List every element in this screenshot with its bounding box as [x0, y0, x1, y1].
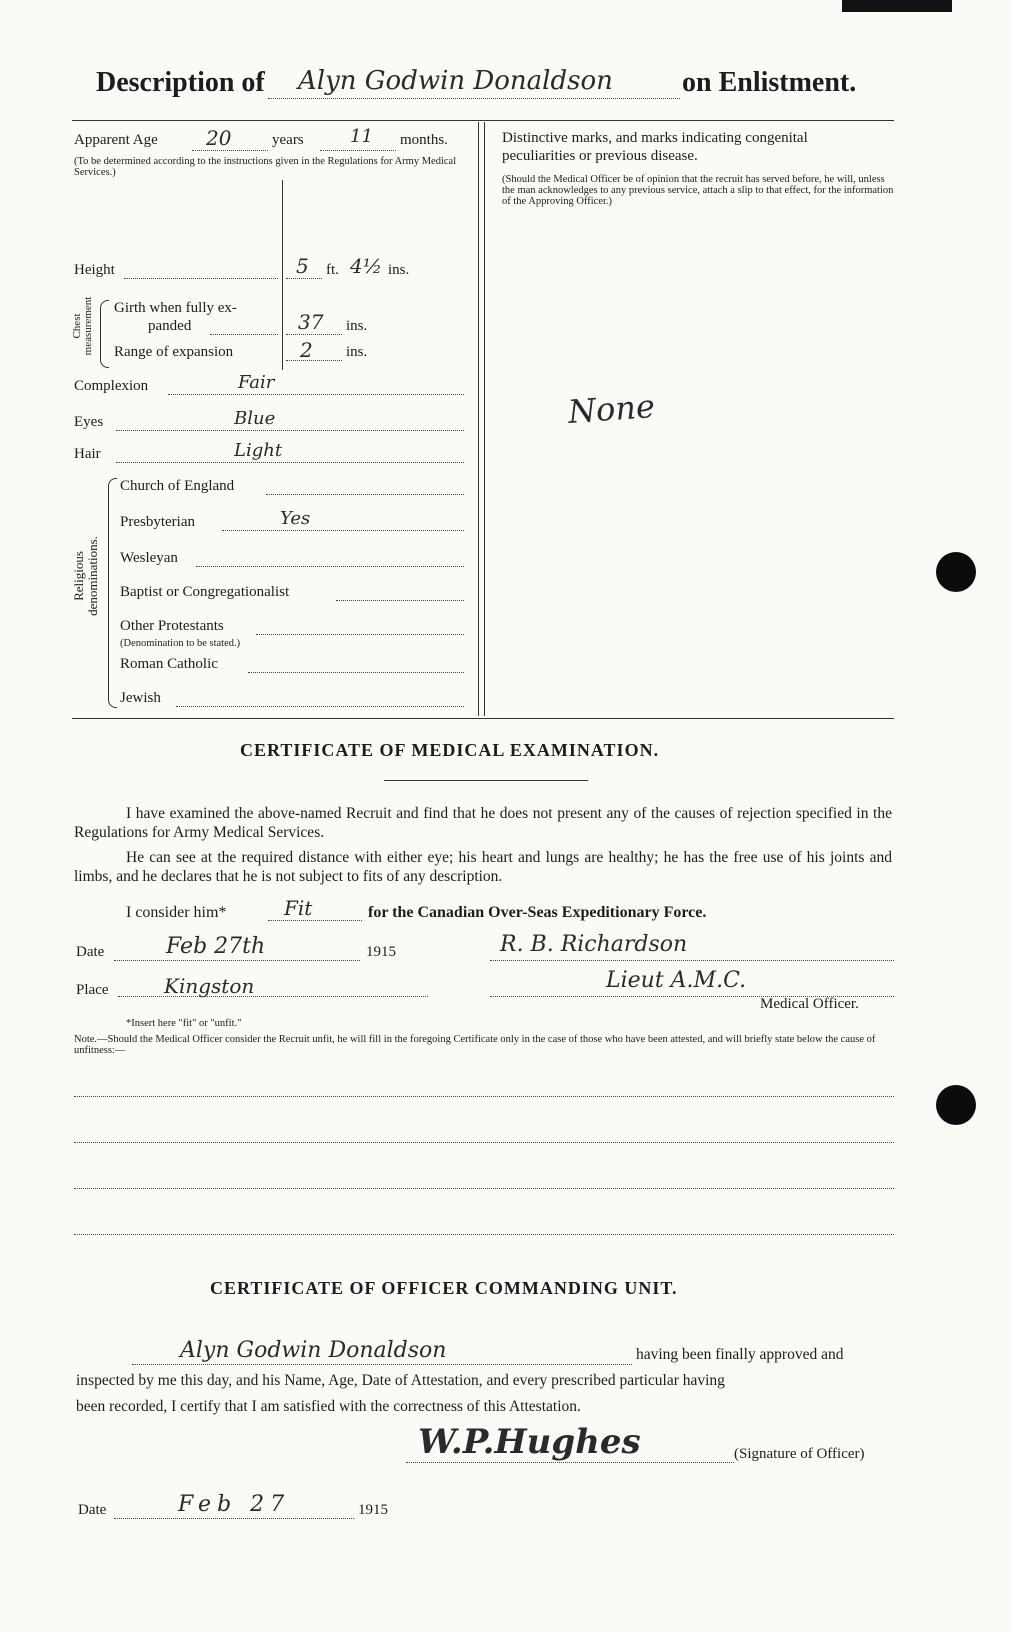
complexion-label: Complexion — [74, 378, 149, 394]
age-note: (To be determined according to the instructions given in the Regulations for Army Medical Services.) — [74, 156, 457, 178]
religion-jewish: Jewish — [120, 690, 161, 706]
place-label: Place — [76, 982, 109, 998]
column-divider-right — [484, 122, 485, 716]
ft-label: ft. — [326, 262, 339, 278]
punch-hole-upper — [936, 552, 976, 592]
eyes-value: Blue — [234, 408, 276, 429]
commanding-line2: inspected by me this day, and his Name, Age, Date of Attestation, and every prescribed particular having — [76, 1372, 725, 1389]
signature-of-officer-label: (Signature of Officer) — [734, 1446, 865, 1462]
chest-measurement-label: Chest measurement — [71, 296, 94, 356]
religion-presbyterian: Presbyterian — [120, 514, 195, 530]
height-label: Height — [74, 262, 115, 278]
title-prefix: Description of — [96, 67, 265, 98]
medical-para-1: I have examined the above-named Recruit and find that he does not present any of the causes of rejection specified in the Regulations for Army Medical Services. — [74, 805, 892, 841]
girth-unit: ins. — [346, 318, 368, 334]
unfit-note: Note.—Should the Medical Officer consider the Recruit unfit, he will fill in the foregoing Certificate only in the case of those who have been attested, and will briefly state below the cause of unfitness:— — [74, 1034, 876, 1056]
religion-roman-catholic: Roman Catholic — [120, 656, 218, 672]
corner-tab-mark — [842, 0, 952, 12]
consider-value: Fit — [284, 896, 313, 920]
religion-other-note: (Denomination to be stated.) — [120, 638, 241, 649]
medical-officer-signature: R. B. Richardson — [500, 932, 688, 957]
religious-denominations-label: Religious denominations. — [71, 536, 100, 616]
months-label: months. — [400, 132, 448, 148]
complexion-value: Fair — [238, 372, 275, 393]
medical-officer-label: Medical Officer. — [760, 996, 859, 1012]
commanding-date-value: Feb 27 — [178, 1492, 291, 1517]
title-suffix: on Enlistment. — [682, 67, 857, 98]
girth-label-line2: panded — [148, 318, 192, 334]
years-label: years — [272, 132, 304, 148]
medical-certificate-heading: CERTIFICATE OF MEDICAL EXAMINATION. — [240, 740, 660, 760]
measurement-divider — [282, 180, 283, 370]
distinctive-marks-note: (Should the Medical Officer be of opinion that the recruit has served before, he will, unless the man acknowledges to any previous service, attach a slip to that effect, for the information of the Approving Officer.) — [502, 174, 894, 207]
punch-hole-lower — [936, 1085, 976, 1125]
title-name: Alyn Godwin Donaldson — [298, 66, 613, 96]
medical-officer-rank: Lieut A.M.C. — [606, 968, 747, 993]
religion-wesleyan: Wesleyan — [120, 550, 178, 566]
commanding-officer-signature: W.P.Hughes — [418, 1422, 641, 1462]
commanding-line1-tail: having been finally approved and — [636, 1346, 844, 1363]
column-divider-left — [478, 122, 479, 716]
commanding-recruit-name: Alyn Godwin Donaldson — [180, 1338, 447, 1363]
place-value: Kingston — [164, 974, 255, 998]
hair-value: Light — [234, 440, 283, 461]
height-in-value: 4½ — [350, 254, 383, 278]
force-label: for the Canadian Over-Seas Expeditionary Force. — [368, 904, 707, 921]
range-label: Range of expansion — [114, 344, 234, 360]
commanding-line3: been recorded, I certify that I am satisfied with the correctness of this Attestation. — [76, 1398, 581, 1415]
consider-label: I consider him* — [126, 904, 227, 921]
commanding-date-label: Date — [78, 1502, 107, 1518]
range-value: 2 — [300, 338, 313, 362]
age-label: Apparent Age — [74, 132, 158, 148]
eyes-label: Eyes — [74, 414, 104, 430]
girth-label-line1: Girth when fully ex- — [114, 300, 237, 316]
religion-baptist: Baptist or Congregationalist — [120, 584, 290, 600]
medical-year: 1915 — [366, 944, 396, 960]
mid-rule — [72, 718, 894, 719]
religion-other-protestants: Other Protestants — [120, 618, 224, 634]
ins-label: ins. — [388, 262, 410, 278]
age-months-value: 11 — [350, 126, 373, 147]
distinctive-marks-value: None — [566, 387, 657, 431]
range-unit: ins. — [346, 344, 368, 360]
insert-note: *Insert here "fit" or "unfit." — [126, 1018, 242, 1029]
commanding-certificate-heading: CERTIFICATE OF OFFICER COMMANDING UNIT. — [210, 1278, 678, 1298]
medical-date-label: Date — [76, 944, 105, 960]
distinctive-marks-heading-1: Distinctive marks, and marks indicating congenital — [502, 130, 808, 146]
distinctive-marks-heading-2: peculiarities or previous disease. — [502, 148, 698, 164]
medical-para-2: He can see at the required distance with either eye; his heart and lungs are healthy; he has the free use of his joints and limbs, and he declares that he is not subject to fits of any description. — [74, 849, 892, 885]
height-ft-value: 5 — [296, 254, 309, 278]
girth-value: 37 — [298, 310, 324, 334]
top-rule — [72, 120, 894, 121]
religion-church-of-england: Church of England — [120, 478, 235, 494]
commanding-year: 1915 — [358, 1502, 388, 1518]
religion-presbyterian-value: Yes — [280, 508, 311, 529]
medical-date-value: Feb 27th — [166, 934, 266, 959]
age-years-value: 20 — [206, 126, 232, 150]
hair-label: Hair — [74, 446, 101, 462]
